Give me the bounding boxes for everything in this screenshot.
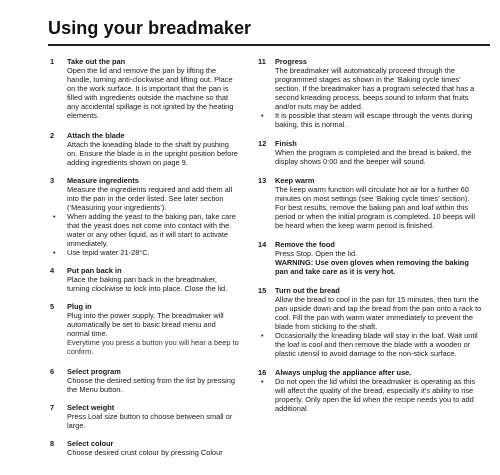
bullet-list xyxy=(275,331,482,358)
step-heading: Keep warm xyxy=(275,176,315,185)
step-text: Press Loaf size button to choose between small or large. xyxy=(67,412,233,430)
step-number: 3 xyxy=(50,176,55,185)
page-title: Using your breadmaker xyxy=(48,18,252,38)
step-text: When the program is completed and the bread is baked, the display shows 0:00 and the beeper will sound. xyxy=(275,148,472,166)
step-number: 7 xyxy=(50,403,55,412)
step-heading: Select weight xyxy=(67,403,115,412)
bullet-item: • It is possible that steam will escape through the vents during baking, this is normal. xyxy=(275,111,482,129)
step-number: 14 xyxy=(258,240,267,249)
step-number: 4 xyxy=(50,266,55,275)
step-number: 8 xyxy=(50,439,55,448)
warning-text: WARNING: Use oven gloves when removing the baking pan and take care as it is very hot. xyxy=(275,258,469,276)
step-heading: Progress xyxy=(275,57,308,66)
step-text: Place the baking pan back in the breadmaker, turning clockwise to lock into place. Close the lid. xyxy=(67,275,228,293)
section-1 xyxy=(50,57,240,120)
section-6 xyxy=(50,367,240,394)
step-text: The keep warm function will circulate hot air for a further 60 minutes on most settings (see ‘Baking cycle times’ section). For best results, remove the baking pan and loaf within this period or when the initial program is completed. 10 beeps will be heard when the keep warm period is finished. xyxy=(275,185,476,230)
step-number: 12 xyxy=(258,139,267,148)
step-heading: Attach the blade xyxy=(67,131,125,140)
bullet-list xyxy=(275,111,482,129)
step-text: Measure the ingredients required and add them all into the pan in the order listed. See later section (‘Measuring your ingredients’). xyxy=(67,185,233,212)
step-number: 5 xyxy=(50,302,55,311)
left-column xyxy=(50,57,240,457)
step-heading: Always unplug the appliance after use. xyxy=(275,368,412,377)
section-16 xyxy=(258,368,482,413)
step-heading: Take out the pan xyxy=(67,57,126,66)
step-text: Choose the desired setting from the list by pressing the Menu button. xyxy=(67,376,236,394)
bullet-list xyxy=(275,377,482,413)
section-3 xyxy=(50,176,240,257)
step-text: Everytime you press a button you will hear a beep to confirm. xyxy=(67,338,239,356)
section-5 xyxy=(50,302,240,356)
section-13 xyxy=(258,176,482,230)
step-number: 2 xyxy=(50,131,55,140)
section-11 xyxy=(258,57,482,129)
step-text: Open the lid and remove the pan by lifting the handle, turning anti-clockwise and lifting out. Place on the work surface. It is important that the pan is filled with ingredients outside the machine so that any accidental spillage is not ignited by the heating elements. xyxy=(67,66,234,120)
section-2 xyxy=(50,131,240,167)
step-number: 6 xyxy=(50,367,55,376)
section-8 xyxy=(50,439,240,457)
step-heading: Put pan back in xyxy=(67,266,122,275)
title-divider xyxy=(48,44,490,46)
section-15 xyxy=(258,286,482,358)
section-7 xyxy=(50,403,240,430)
section-12 xyxy=(258,139,482,166)
step-text: Choose desired crust colour by pressing Colour xyxy=(67,448,223,457)
bullet-list xyxy=(67,212,240,257)
bullet-item: • When adding the yeast to the baking pan, take care that the yeast does not come into contact with the water or any other liquid, as it will start to activate immediately. xyxy=(67,212,240,248)
right-column xyxy=(258,57,482,413)
step-heading: Measure ingredients xyxy=(67,176,139,185)
bullet-item: • Use tepid water 21-28°C. xyxy=(67,248,240,257)
step-number: 13 xyxy=(258,176,267,185)
step-number: 11 xyxy=(258,57,266,66)
step-text: The breadmaker will automatically proceed through the programmed stages as shown in the ‘Baking cycle times’ section. If the breadmaker has a program selected that has a second kneading process, beeps sound to inform that fruits and/or nuts may be added. xyxy=(275,66,475,111)
step-number: 16 xyxy=(258,368,267,377)
section-14 xyxy=(258,240,482,276)
step-heading: Plug in xyxy=(67,302,92,311)
step-text: Attach the kneading blade to the shaft by pushing on. Ensure the blade is in the upright position before adding ingredients shown on page 9. xyxy=(67,140,238,167)
step-text: Plug into the power supply. The breadmaker will automatically be set to basic bread menu and normal time. xyxy=(67,311,224,338)
step-text: Allow the bread to cool in the pan for 15 minutes, then turn the pan upside down and tap the bread from the pan onto a rack to cool. Fill the pan with warm water immediately to prevent the blade from sticking to the shaft. xyxy=(275,295,482,331)
bullet-item: • Occasionally the kneading blade will stay in the loaf. Wait until the loaf is cool and then remove the blade with a wooden or plastic utensil to avoid damage to the non-stick surface. xyxy=(275,331,482,358)
step-heading: Finish xyxy=(275,139,297,148)
step-number: 1 xyxy=(50,57,55,66)
section-4 xyxy=(50,266,240,293)
step-heading: Select colour xyxy=(67,439,114,448)
step-text: Press Stop. Open the lid. xyxy=(275,249,358,258)
step-number: 15 xyxy=(258,286,267,295)
step-heading: Remove the food xyxy=(275,240,335,249)
step-heading: Select program xyxy=(67,367,121,376)
step-heading: Turn out the bread xyxy=(275,286,340,295)
bullet-item: • Do not open the lid whilst the breadmaker is operating as this will affect the quality of the bread, especially it’s ability to rise properly. Only open the lid when the recipe needs you to add additional xyxy=(275,377,482,413)
